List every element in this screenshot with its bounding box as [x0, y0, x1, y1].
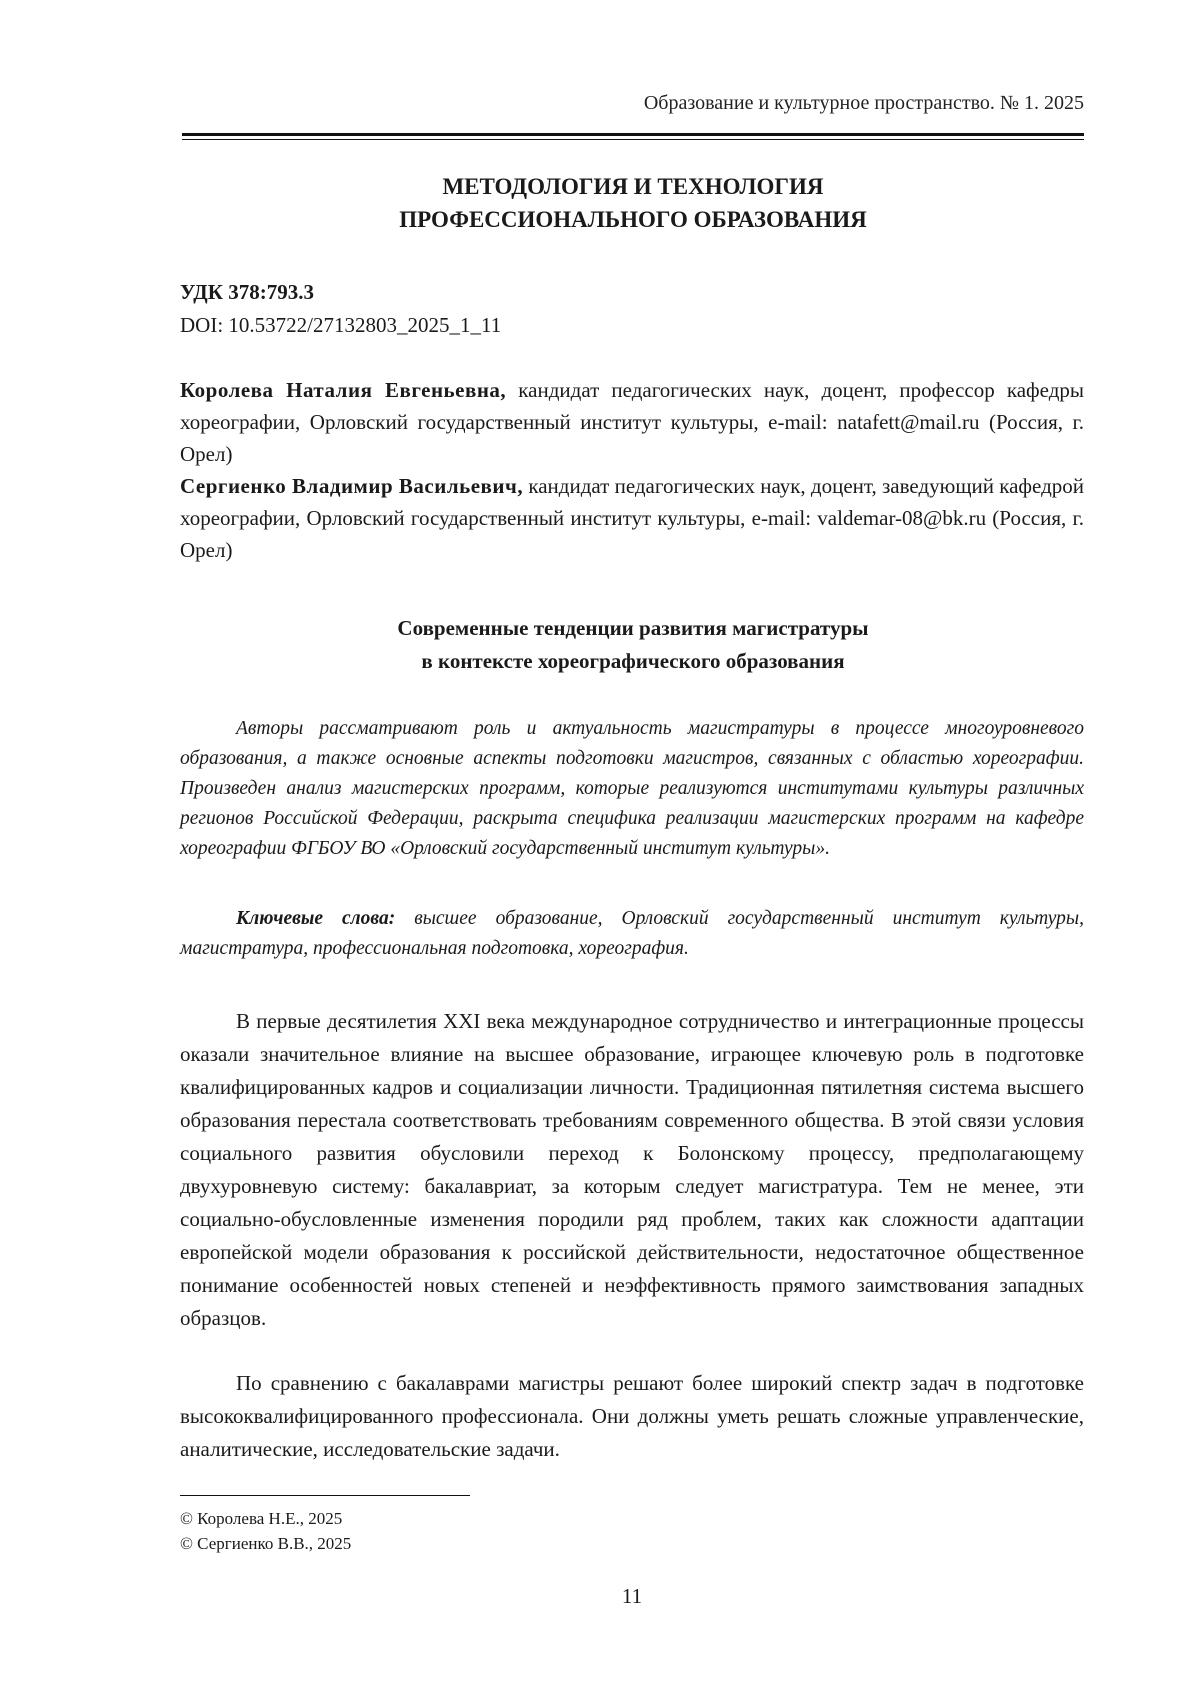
author-details-2: кандидат педагогических наук, доцент, заведующий кафедрой хореографии, Орловский государственный институт культуры, e-mail: valdemar-08@bk.ru (Россия, г. Орел)	[180, 474, 1085, 562]
header-rule-thick	[182, 133, 1084, 136]
keywords	[180, 904, 1084, 964]
body-paragraph-1: В первые десятилетия XXI века международное сотрудничество и интеграционные процессы оказали значительное влияние на высшее образование, играющее ключевую роль в подготовке квалифицированных кадров и социализации личности. Традиционная пятилетняя система высшего образования перестала соответствовать требованиям современного общества. В этой связи условия социального развития обусловили переход к Болонскому процессу, предполагающему двухуровневую систему: бакалавриат, за которым следует магистратура. Тем не менее, эти социально-обусловленные изменения породили ряд проблем, таких как сложности адаптации европейской модели образования к российской действительности, недостаточное общественное понимание особенностей новых степеней и неэффективность прямого заимствования западных образцов.	[180, 1009, 1084, 1330]
header-rule-thin	[182, 139, 1084, 140]
copyright-1: © Королева Н.Е., 2025	[180, 1509, 343, 1528]
article-title	[182, 612, 1084, 678]
article-title-line-1: Современные тенденции развития магистратуры	[397, 616, 869, 640]
section-title-line-1: МЕТОДОЛОГИЯ И ТЕХНОЛОГИЯ	[442, 174, 824, 199]
udk-code: УДК 378:793.3	[180, 280, 314, 304]
author-info-2	[180, 470, 1084, 566]
author-name-2: Сергиенко Владимир Васильевич,	[180, 474, 524, 498]
author-name-1: Королева Наталия Евгеньевна,	[180, 378, 507, 402]
page-number: 11	[621, 1584, 643, 1608]
header-double-rule	[182, 133, 1084, 140]
copyright-2: © Сергиенко В.В., 2025	[180, 1534, 352, 1553]
footnote-divider	[180, 1495, 470, 1496]
body-paragraph-2: По сравнению с бакалаврами магистры решают более широкий спектр задач в подготовке высококвалифицированного профессионала. Они должны уметь решать сложные управленческие, аналитические, исследовательские задачи.	[180, 1371, 1084, 1461]
author-details-1: кандидат педагогических наук, доцент, профессор кафедры хореографии, Орловский государственный институт культуры, e-mail: natafett@mail.ru (Россия, г. Орел)	[180, 378, 1084, 466]
doi: DOI: 10.53722/27132803_2025_1_11	[180, 313, 502, 337]
section-title-line-2: ПРОФЕССИОНАЛЬНОГО ОБРАЗОВАНИЯ	[399, 207, 867, 232]
article-title-line-2: в контексте хореографического образования	[421, 649, 845, 673]
abstract: Авторы рассматривают роль и актуальность магистратуры в процессе многоуровневого образования, а также основные аспекты подготовки магистров, связанных с областью хореографии. Произведен анализ магистерских программ, которые реализуются институтами культуры различных регионов Российской Федерации, раскрыта специфика реализации магистерских программ на кафедре хореографии ФГБОУ ВО «Орловский государственный институт культуры».	[180, 718, 1084, 859]
section-title	[182, 170, 1084, 236]
keywords-text: высшее образование, Орловский государственный институт культуры, магистратура, профессиональная подготовка, хореография.	[180, 908, 1085, 959]
author-info-1	[180, 374, 1084, 470]
keywords-label: Ключевые слова:	[236, 908, 396, 929]
journal-running-header: Образование и культурное пространство. № 1. 2025	[643, 92, 1084, 114]
